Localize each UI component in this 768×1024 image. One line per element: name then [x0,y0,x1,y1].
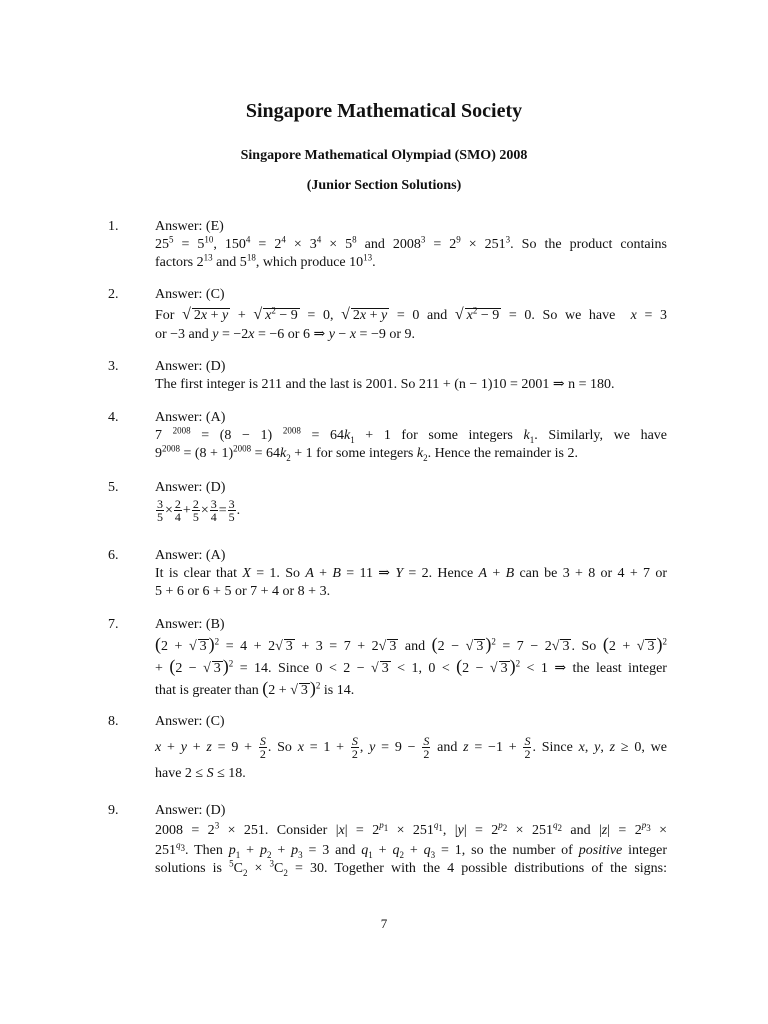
solution-text: It is clear that X = 1. So A + B = 11 ⇒ Y = 2. Hence A + B can be 3 + 8 or 4 + 7 or 5 + 6 or 6 + 5 or 7 + 4 or 8 + 3. [155,566,667,599]
answer-label: Answer: (B) [155,617,225,632]
solution-line: The first integer is 211 and the last is 2001. So 211 + (n − 1)10 = 2001 ⇒ n = 180. [155,377,615,392]
solution-text [155,376,667,394]
problem-number: 1. [108,219,119,234]
solution-text: For √ 2x + y + √ $x^2 - 9 = 0$, √ 2x + y = 0 and √ $x^2 - 9 = 0$. So we have x = 3 or −3 and y = −2x = −6 or 6 ⇒ y − x = −9 or 9. [155,305,668,342]
solution-text: $2008 = 2^3 \times 251$. Consider $|x| = 2^{p_1} \times 251^{q_1}$, $|y| = 2^{p_2} \times 251^{q_2}$ and $|z| = 2^{p_3}$ × $251^{q_3}$. Then $p_1 + p_2 + p_3 = 3$ and $q_1 + q_2 + q_3 = 1$, so the number of positive integer solutions is $^5C_2 \times ^3C_2 = 30$. Together with the 4 possible distributions of the signs: [155,820,668,878]
answer-label: Answer: (C) [155,287,225,302]
problem-number: 5. [108,480,119,495]
page-title: Singapore Mathematical Society [245,100,523,122]
problem-number: 7. [108,617,119,632]
problem-number: 6. [108,548,119,563]
answer-label: Answer: (D) [155,803,226,818]
solution-text: $25^5 = 5^{10}$, $150^4 = 2^4 \times 3^4 \times 5^8$ and $2008^3 = 2^9 \times 251^3$. So the product contains factors $2^{13}$ and $5^{18}$, which produce $10^{13}$. [155,234,667,270]
answer-label: Answer: (A) [155,410,226,425]
solution-text: $\frac{3}{5}$ × $\frac{2}{4}$ + $\frac{2}{5}$ × $\frac{3}{4}$ = $\frac{3}{5}$ . [157,497,241,525]
solution-text: x + y + z = 9 + $\frac{S}{2}$ . So x = 1 + $\frac{S}{2}$ , y = 9 − $\frac{S}{2}$ and z = −1 + $\frac{S}{2}$ . Since x, y, z ≥ 0, we have 2 ≤ S ≤ 18. [155,734,667,781]
answer-label: Answer: (D) [155,359,226,374]
problem-number: 2. [108,287,119,302]
answer-label: Answer: (D) [155,480,226,495]
problem-number: 8. [108,714,119,729]
answer-label: Answer: (A) [155,548,226,563]
problem-number: 4. [108,410,119,425]
page-number: 7 [380,916,388,931]
section-heading: (Junior Section Solutions) [306,178,462,193]
problem-number: 9. [108,803,119,818]
answer-label: Answer: (E) [155,219,224,234]
answer-label: Answer: (C) [155,714,225,729]
solution-text: (2 + √ 3 )$^2$ = 4 + 2√ 3 + 3 = 7 + 2√ 3 and (2 − √ 3 )$^2$ = 7 − 2√ 3 . So (2 + √ 3 )$^2$ + (2 − √ 3 )$^2$ = 14. Since 0 < 2 − √ 3 < 1, 0 < (2 − √ 3 )$^2$ < 1 ⇒ the least integer that is greater than (2 + √ 3 )$^2$ is 14. [155,634,667,698]
problem-number: 3. [108,359,119,374]
solution-text: 7 $^{2008}$ = (8 − 1) $^{2008} = 64k_1 + 1$ for some integers $k_1$. Similarly, we have $9^{2008} = (8 + 1)^{2008} = 64k_2 + 1$ for some integers $k_2$. Hence the remainder is 2. [155,425,668,463]
document-subtitle: Singapore Mathematical Olympiad (SMO) 2008 [240,148,528,163]
